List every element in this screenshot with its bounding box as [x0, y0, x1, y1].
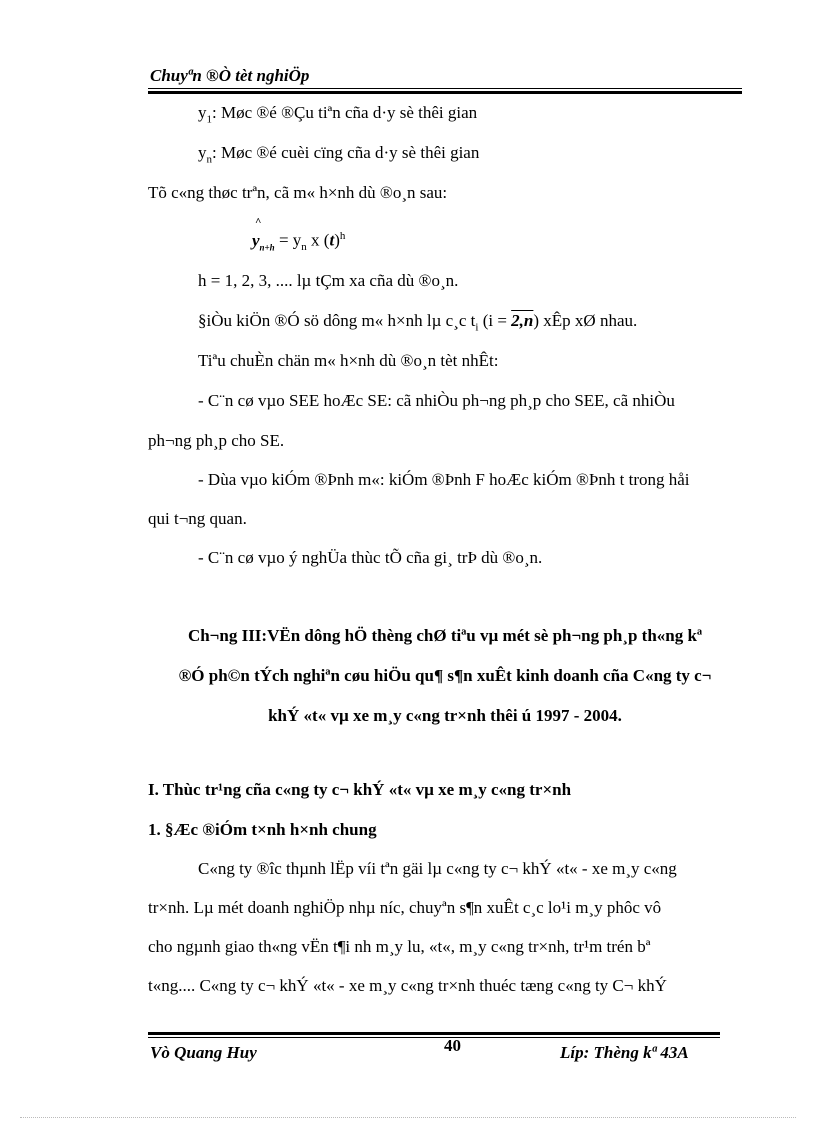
- paragraph-yn: $y_n$: Møc ®é cuèi cïng cña d·y sè thêi gian: [198, 143, 480, 166]
- formula-i-term: t: [329, 230, 335, 250]
- forecast-formula: [252, 215, 346, 254]
- chapter-title-line1: Ch¬ng III:VËn dông hÖ thèng chØ tiªu vµ mét sè ph¬ng ph¸p th«ng kª: [187, 626, 703, 645]
- formula-lhs: ^ $y_{n+h}$: [252, 215, 275, 253]
- paragraph-criteria-1-line2: ph¬ng ph¸p cho SE.: [148, 431, 285, 450]
- hat-icon: ^: [255, 215, 262, 228]
- formula-exponent: h: [339, 230, 346, 242]
- footer-rule-thin: [148, 1037, 720, 1038]
- section-body-line3: cho ngµnh giao th«ng vËn t¶i nh m¸y lu, «t«, m¸y c«ng tr×nh, tr¹m trén bª: [148, 937, 651, 956]
- paragraph-text: : Møc ®é ®Çu tiªn cña d·y sè thêi gian: [212, 103, 478, 122]
- paragraph-condition: §iÒu kiÖn ®Ó sö dông m« h×nh lµ c¸c $t_i$ (i = 2,n) xÊp xØ nhau.: [198, 311, 638, 334]
- footer-class: Líp: Thèng kª 43A: [560, 1043, 689, 1062]
- paragraph-model-intro: Tõ c«ng thøc trªn, cã m« h×nh dù ®o¸n sau:: [148, 183, 448, 202]
- formula-rhs-subscript: n: [301, 241, 307, 254]
- paragraph-text: : Møc ®é cuèi cïng cña d·y sè thêi gian: [212, 143, 480, 162]
- header-rule-thin: [148, 88, 742, 89]
- chapter-title-line2: ®Ó ph©n tÝch nghiªn cøu hiÖu qu¶ s¶n xuÊt kinh doanh cña C«ng ty c¬: [178, 666, 712, 685]
- section-body-line1: C«ng ty ®îc thµnh lËp víi tªn gäi lµ c«ng ty c¬ khÝ «t« - xe m¸y c«ng: [198, 859, 677, 878]
- section-body-line4: t«ng.... C«ng ty c¬ khÝ «t« - xe m¸y c«ng tr×nh thuéc tæng c«ng ty C¬ khÝ: [148, 976, 667, 995]
- paragraph-horizon: h = 1, 2, 3, .... lµ tÇm xa cña dù ®o¸n.: [198, 271, 459, 290]
- paragraph-criteria-2-line1: - Dùa vµo kiÓm ®Þnh m«: kiÓm ®Þnh F hoÆc kiÓm ®Þnh t trong håi: [198, 470, 690, 489]
- paragraph-criteria: Tiªu chuÈn chän m« h×nh dù ®o¸n tèt nhÊt:: [198, 351, 499, 370]
- subscript: 1: [206, 113, 212, 126]
- formula-rhs: = y: [278, 230, 302, 250]
- subscript: i: [475, 321, 479, 334]
- footer-rule-thick: [148, 1032, 720, 1035]
- range-overline: 2,n: [511, 311, 534, 330]
- formula-lhs-subscript: n+h: [259, 242, 275, 253]
- subsection-heading: 1. §Æc ®iÓm t×nh h×nh chung: [148, 820, 377, 839]
- page-number: 40: [444, 1036, 461, 1055]
- paragraph-criteria-3: - C¨n cø vµo ý nghÜa thùc tÕ cña gi¸ trÞ dù ®o¸n.: [198, 548, 543, 567]
- subscript: n: [206, 153, 212, 166]
- paragraph-y1: $y_1$: Møc ®é ®Çu tiªn cña d·y sè thêi gian: [198, 103, 478, 126]
- chapter-title-line3: khÝ «t« vµ xe m¸y c«ng tr×nh thêi ú 1997 - 2004.: [268, 706, 622, 725]
- header-rule-thick: [148, 91, 742, 94]
- formula-close: ): [334, 230, 340, 250]
- footer-author: Vò Quang Huy: [150, 1043, 257, 1062]
- section-heading: I. Thùc tr¹ng cña c«ng ty c¬ khÝ «t« vµ xe m¸y c«ng tr×nh: [148, 780, 572, 799]
- paragraph-criteria-1-line1: - C¨n cø vµo SEE hoÆc SE: cã nhiÒu ph¬ng ph¸p cho SEE, cã nhiÒu: [198, 391, 675, 410]
- page-edge-divider: [20, 1117, 796, 1118]
- paragraph-criteria-2-line2: qui t¬ng quan.: [148, 509, 247, 528]
- header-title: Chuyªn ®Ò tèt nghiÖp: [150, 66, 310, 85]
- formula-tail: x (: [306, 230, 330, 250]
- section-body-line2: tr×nh. Lµ mét doanh nghiÖp nhµ níc, chuyªn s¶n xuÊt c¸c lo¹i m¸y phôc vô: [148, 898, 662, 917]
